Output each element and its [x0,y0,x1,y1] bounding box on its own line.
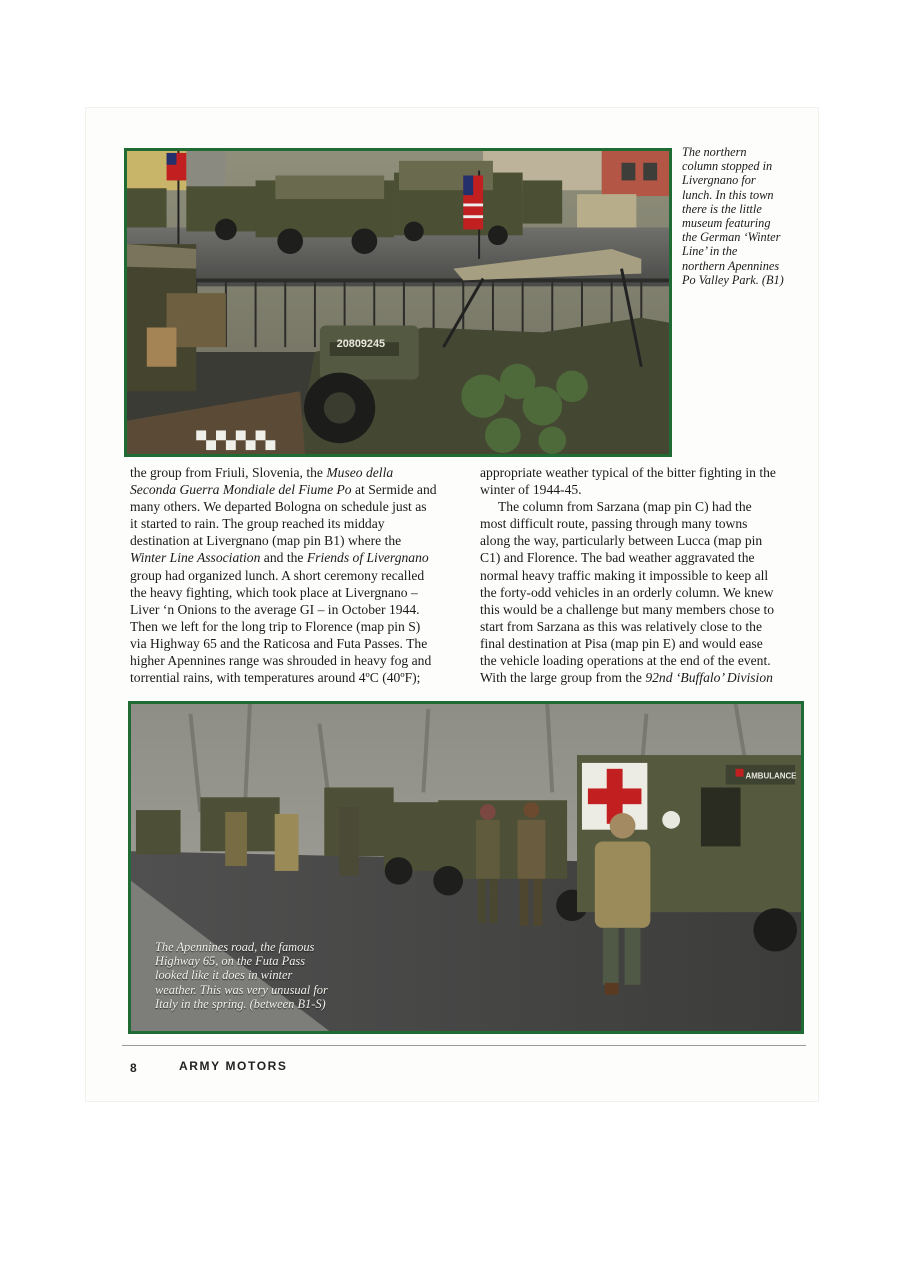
article-line [130,567,460,584]
article-line [480,532,800,549]
caption-line: there is the little [682,201,762,216]
article-line [130,635,460,652]
article-text-run: Then we left for the long trip to Florence (map pin S) [130,618,421,634]
article-line [130,652,460,669]
article-line [480,635,800,652]
article-column-right [480,464,800,686]
article-text-run: the group from Friuli, Slovenia, the [130,465,327,480]
photo-top-caption [682,145,798,287]
article-line [130,498,460,515]
article-text-run: at Sermide and [351,482,437,498]
page-number: 8 [130,1061,137,1075]
article-text-run: along the way, particularly between Lucca (map pin [480,533,763,549]
ambulance-marking: AMBULANCE [745,771,797,781]
article-text-run: Liver ‘n Onions to the average GI – in October 1944. [130,601,420,617]
article-italic-run: Seconda Guerra Mondiale del Fiume Po [130,482,352,498]
photo-livergnano-illustration [127,151,669,454]
article-line [480,498,800,515]
caption-line: Livergnano for [682,173,756,188]
caption-line: The Apennines road, the famous [155,940,315,954]
article-line [480,481,800,498]
article-text-run: higher Apennines range was shrouded in heavy fog and [130,653,432,669]
article-line [480,669,800,686]
caption-line: Highway 65, on the Futa Pass [155,954,306,969]
article-line [130,618,460,635]
article-line [130,549,460,566]
article-text-run: it started to rain. The group reached its midday [130,516,385,532]
caption-line: lunch. In this town [682,187,774,202]
article-line [480,464,800,481]
caption-line: the German ‘Winter [682,230,781,245]
magazine-page [86,108,818,1101]
caption-line: Po Valley Park. (B1) [682,272,784,287]
article-text-run: the vehicle loading operations at the end of the event. [480,653,771,669]
caption-line: Line’ in the [682,244,738,259]
article-column-left [130,464,460,686]
article-line [130,481,460,498]
article-line [130,515,460,532]
article-line [130,464,460,481]
article-text-run: this would be a challenge but many members chose to [480,601,775,617]
article-text-run: via Highway 65 and the Raticosa and Futa Passes. The [130,635,428,651]
article-text-run: appropriate weather typical of the bitter fighting in the [480,465,776,480]
article-line [480,652,800,669]
article-text-run: group had organized lunch. A short ceremony recalled [130,567,425,583]
caption-line: weather. This was very unusual for [155,982,328,997]
caption-line: The northern [682,145,747,159]
article-text-run: start from Sarzana as this was relatively close to the [480,618,762,634]
article-line [130,601,460,618]
article-italic-run: Winter Line Association [130,550,261,566]
article-text-run: the forty-odd vehicles in an orderly column. We knew [480,584,774,600]
article-line [130,584,460,601]
article-text-run: many others. We departed Bologna on schedule just as [130,499,427,515]
article-text-run: and the [260,550,307,566]
article-text-run: winter of 1944-45. [480,482,582,498]
article-line [130,669,460,686]
article-text-run: most difficult route, passing through many towns [480,516,748,532]
article-italic-run: Friends of Livergnano [306,550,429,566]
article-line [480,567,800,584]
article-text-run: final destination at Pisa (map pin E) and would ease [480,635,763,651]
article-line [480,584,800,601]
article-italic-run: 92nd ‘Buffalo’ Division [645,670,773,686]
article-line [480,515,800,532]
photo-bottom-caption [155,940,415,1011]
article-text-run: With the large group from the [480,670,646,686]
article-text-run: C1) and Florence. The bad weather aggravated the [480,550,755,566]
jeep-serial-marking: 20809245 [336,338,386,351]
caption-line: northern Apennines [682,258,780,273]
article-line [480,549,800,566]
magazine-title: ARMY MOTORS [179,1059,288,1073]
photo-livergnano-vehicles [124,148,672,457]
article-text-run: normal heavy traffic making it impossible to keep all [480,567,769,583]
article-text-run: the heavy fighting, which took place at Livergnano – [130,584,418,600]
article-line [130,532,460,549]
caption-line: Italy in the spring. (between B1-S) [155,996,326,1011]
article-italic-run: Museo della [326,465,394,480]
article-line [480,601,800,618]
article-text-run: destination at Livergnano (map pin B1) where the [130,533,402,549]
article-line [480,618,800,635]
article-text-run: torrential rains, with temperatures around 4ºC (40ºF); [130,670,421,686]
caption-line: museum featuring [682,216,771,231]
caption-line: looked like it does in winter [155,968,293,983]
footer-rule [122,1045,806,1046]
caption-line: column stopped in [682,159,773,174]
article-text-run: The column from Sarzana (map pin C) had the [498,499,752,515]
photo-futa-pass-column [128,701,804,1034]
